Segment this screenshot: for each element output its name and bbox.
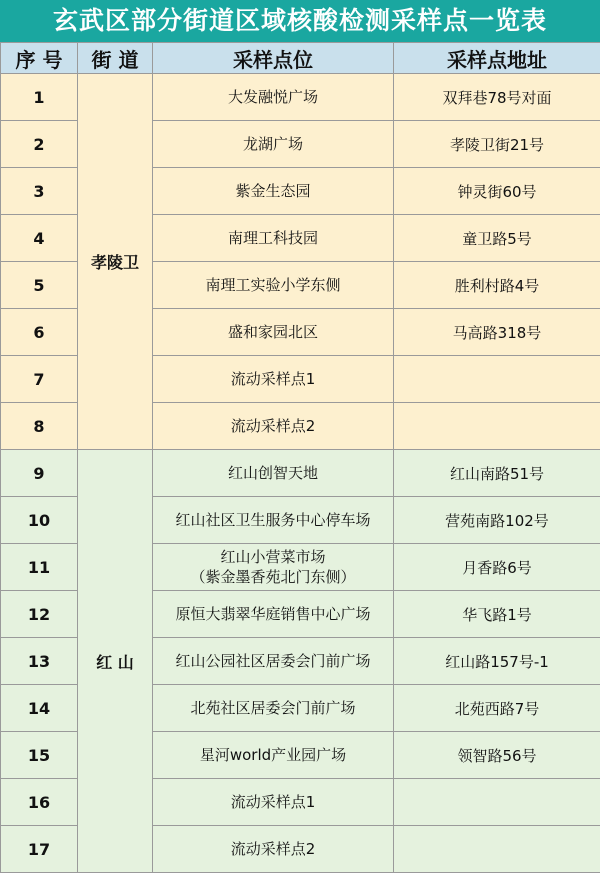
site-name	[153, 497, 394, 544]
site-name	[153, 356, 394, 403]
row-number: 17	[1, 826, 78, 873]
site-name-line: 盛和家园北区	[227, 323, 318, 341]
street-name: 红 山	[78, 450, 153, 873]
header-street: 街 道	[78, 43, 153, 74]
site-name-line: 红山公园社区居委会门前广场	[175, 652, 371, 670]
site-name-line: 流动采样点2	[230, 417, 316, 435]
table-row	[1, 450, 600, 497]
street-name: 孝陵卫	[78, 74, 153, 450]
header-number: 序 号	[1, 43, 78, 74]
row-number: 14	[1, 685, 78, 732]
row-number: 2	[1, 121, 78, 168]
site-address: 红山路157号-1	[394, 638, 600, 685]
row-number: 6	[1, 309, 78, 356]
site-name-line: 南理工实验小学东侧	[205, 276, 341, 294]
row-number: 5	[1, 262, 78, 309]
row-number: 13	[1, 638, 78, 685]
site-address: 马高路318号	[394, 309, 600, 356]
site-name	[153, 685, 394, 732]
site-name	[153, 168, 394, 215]
row-number: 8	[1, 403, 78, 450]
site-name	[153, 403, 394, 450]
site-name	[153, 74, 394, 121]
row-number: 7	[1, 356, 78, 403]
site-name-line: 北苑社区居委会门前广场	[190, 699, 356, 717]
site-name-line: 龙湖广场	[242, 135, 303, 153]
site-address	[394, 779, 600, 826]
site-name	[153, 215, 394, 262]
row-number: 11	[1, 544, 78, 591]
site-address: 北苑西路7号	[394, 685, 600, 732]
row-number: 9	[1, 450, 78, 497]
row-number: 4	[1, 215, 78, 262]
header-site: 采样点位	[153, 43, 394, 74]
site-name	[153, 591, 394, 638]
site-name-line: 原恒大翡翠华庭销售中心广场	[175, 605, 371, 623]
row-number: 16	[1, 779, 78, 826]
site-name	[153, 309, 394, 356]
site-address: 钟灵街60号	[394, 168, 600, 215]
site-name-line: 大发融悦广场	[227, 88, 318, 106]
site-address: 月香路6号	[394, 544, 600, 591]
site-address: 孝陵卫街21号	[394, 121, 600, 168]
site-name-line: 流动采样点1	[230, 370, 316, 388]
site-name	[153, 262, 394, 309]
row-number: 3	[1, 168, 78, 215]
site-name	[153, 544, 394, 591]
site-name-line: 流动采样点1	[230, 793, 316, 811]
site-name-line: 紫金生态园	[235, 182, 311, 200]
site-address: 华飞路1号	[394, 591, 600, 638]
site-name-line: 红山小营菜市场	[220, 548, 326, 566]
site-name	[153, 121, 394, 168]
site-name-line: 星河world产业园广场	[199, 746, 347, 764]
sampling-sites-table	[0, 42, 600, 873]
site-address: 营苑南路102号	[394, 497, 600, 544]
site-name	[153, 779, 394, 826]
table-body	[1, 74, 600, 873]
table-row	[1, 74, 600, 121]
site-address: 胜利村路4号	[394, 262, 600, 309]
site-name-line: 红山创智天地	[227, 464, 318, 482]
row-number: 12	[1, 591, 78, 638]
row-number: 15	[1, 732, 78, 779]
site-name	[153, 732, 394, 779]
site-name-line: 红山社区卫生服务中心停车场	[175, 511, 371, 529]
site-name	[153, 638, 394, 685]
site-name	[153, 826, 394, 873]
site-address: 双拜巷78号对面	[394, 74, 600, 121]
page-title: 玄武区部分街道区域核酸检测采样点一览表	[0, 0, 600, 42]
header-address: 采样点地址	[394, 43, 600, 74]
site-address: 领智路56号	[394, 732, 600, 779]
row-number: 10	[1, 497, 78, 544]
site-name-note: （紫金墨香苑北门东侧）	[190, 568, 356, 586]
site-address: 童卫路5号	[394, 215, 600, 262]
site-name-line: 南理工科技园	[227, 229, 318, 247]
site-address	[394, 826, 600, 873]
site-address: 红山南路51号	[394, 450, 600, 497]
site-name-line: 流动采样点2	[230, 840, 316, 858]
site-address	[394, 403, 600, 450]
site-address	[394, 356, 600, 403]
site-name	[153, 450, 394, 497]
row-number: 1	[1, 74, 78, 121]
